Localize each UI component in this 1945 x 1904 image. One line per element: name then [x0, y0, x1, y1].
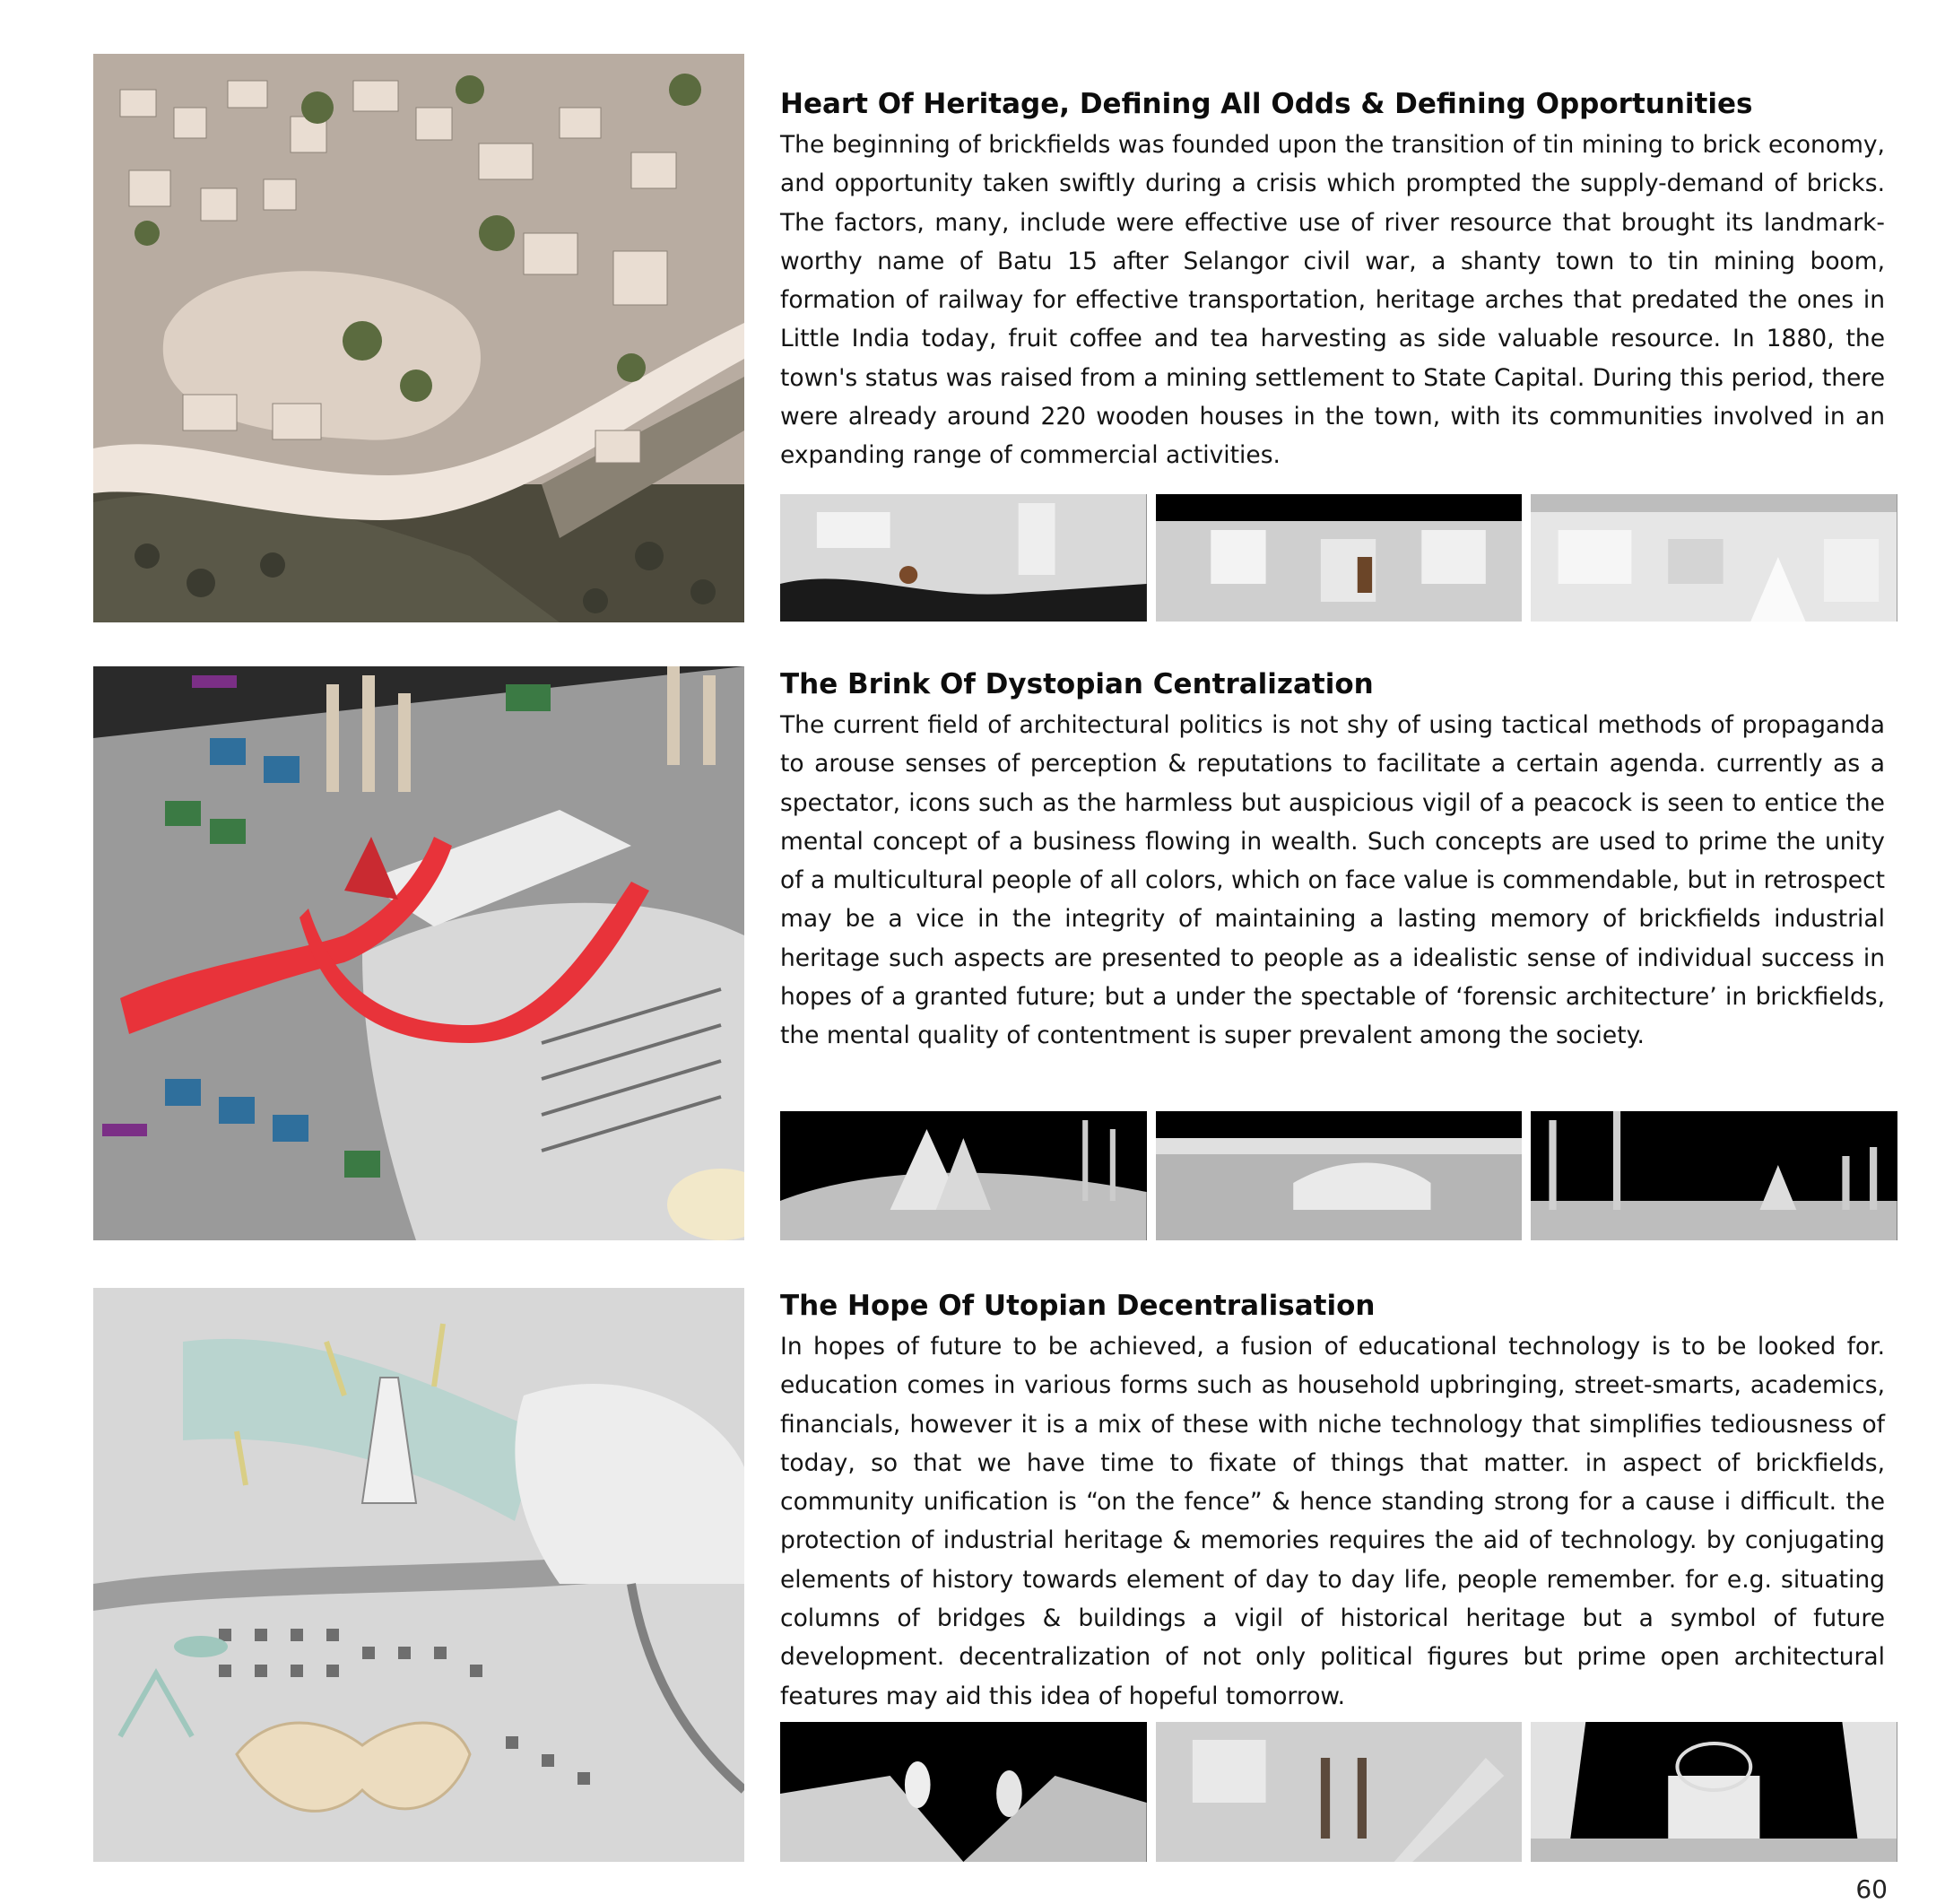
dystopia-text-block [780, 666, 1885, 1056]
section-body: In hopes of future to be achieved, a fusion of educational technology is to be looked for. education comes in various forms such as household upbringing, street-smarts, academics, financials, however it is a mix of these with niche technology that simplifies tediousness of today, so that we have time to fixate of things that matter. in aspect of brickfields, community unification is “on the fence” & hence standing strong for a cause i difficult. the protection of industrial heritage & memories requires the aid of technology. by conjugating elements of history towards element of day to day life, people remember. for e.g. situating columns of bridges & buildings a vigil of historical heritage but a symbol of future development. decentralization of not only political figures but prime open architectural features may aid this idea of hopeful tomorrow. [780, 1333, 1885, 1710]
dystopia-axonometric-image [93, 666, 744, 1240]
section-body: The current field of architectural politics is not shy of using tactical methods of propaganda to arouse senses of perception & reputations to facilitate a certain agenda. currently as a spectator, icons such as the harmless but auspicious vigil of a peacock is seen to entice the mental concept of a business flowing in wealth. Such concepts are used to prime the unity of a multicultural people of all colors, which on face value is commendable, but in retrospect may be a vice in the integrity of maintaining a lasting memory of brickfields industrial heritage such aspects are presented to people as a idealistic sense of individual success in hopes of a granted future; but a under the spectable of ‘forensic architecture’ in brickfields, the mental quality of contentment is super prevalent among the society. [780, 711, 1885, 1050]
dystopia-render-thumb-1 [780, 1111, 1147, 1240]
section-heading: The Hope Of Utopian Decentralisation [780, 1290, 1376, 1322]
utopia-render-thumb-1 [780, 1722, 1147, 1862]
page-number: 60 [1855, 1874, 1888, 1904]
heritage-text-block [780, 86, 1885, 475]
heritage-thumbnail-strip [780, 494, 1897, 622]
utopia-thumbnail-strip [780, 1722, 1897, 1862]
heritage-render-thumb-2 [1156, 494, 1523, 622]
section-heading: The Brink Of Dystopian Centralization [780, 668, 1374, 700]
utopia-render-thumb-3 [1531, 1722, 1897, 1862]
heritage-render-thumb-3 [1531, 494, 1897, 622]
utopia-text-block [780, 1288, 1885, 1716]
dystopia-thumbnail-strip [780, 1111, 1897, 1240]
dystopia-render-thumb-2 [1156, 1111, 1523, 1240]
heritage-axonometric-image [93, 54, 744, 622]
utopia-render-thumb-2 [1156, 1722, 1523, 1862]
section-body: The beginning of brickfields was founded upon the transition of tin mining to brick economy, and opportunity taken swiftly during a crisis which prompted the supply-demand of bricks. The factors, many, include were effective use of river resource that brought its landmark-worthy name of Batu 15 after Selangor civil war, a shanty town to tin mining boom, formation of railway for effective transportation, heritage arches that predated the ones in Little India today, fruit coffee and tea harvesting as side valuable resource. In 1880, the town's status was raised from a mining settlement to State Capital. During this period, there were already around 220 wooden houses in the town, with its communities involved in an expanding range of commercial activities. [780, 131, 1885, 470]
utopia-axonometric-image [93, 1288, 744, 1862]
dystopia-render-thumb-3 [1531, 1111, 1897, 1240]
heritage-render-thumb-1 [780, 494, 1147, 622]
section-heading: Heart Of Heritage, Defining All Odds & Defining Opportunities [780, 88, 1753, 120]
